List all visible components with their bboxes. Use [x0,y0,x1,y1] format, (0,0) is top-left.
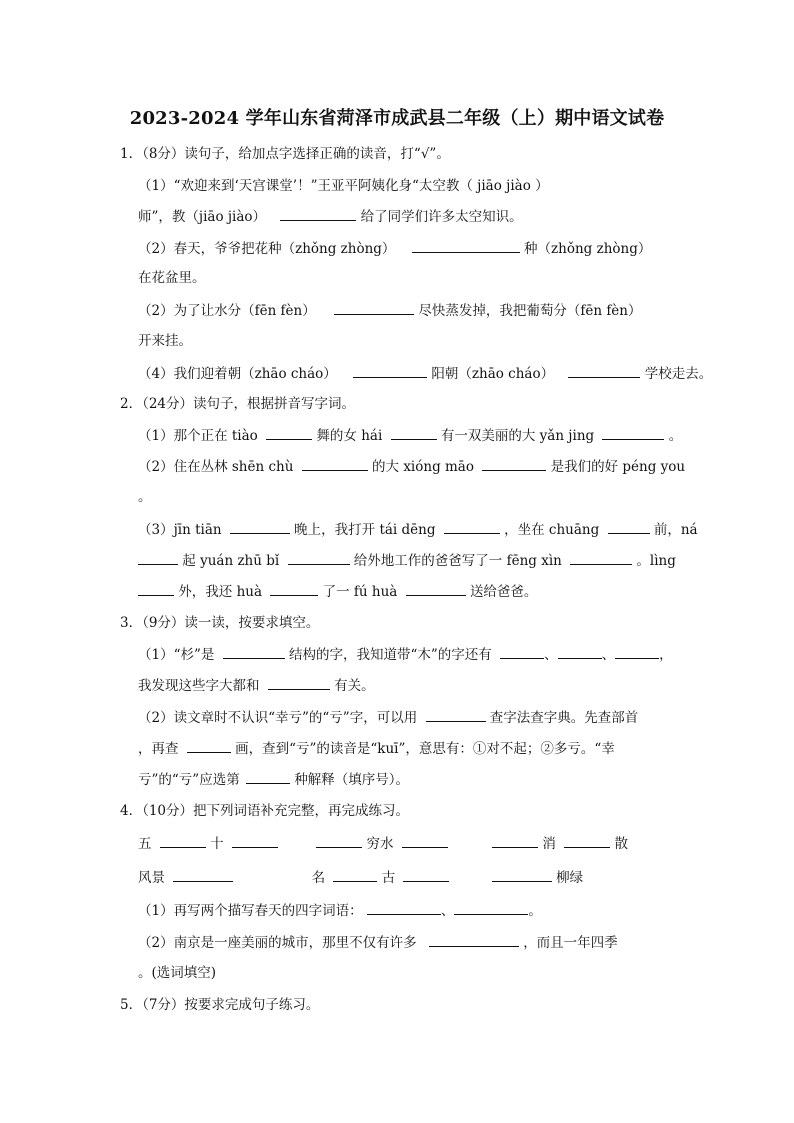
q2-line-5 [138,550,678,571]
q2-line-1-text-a: （1）那个正在 tiào [138,428,258,444]
q3-line-5-text-a: 亏”的“亏”应选第 [138,772,240,788]
answer-blank[interactable] [403,867,449,882]
q1-line-5-text-a: （2）为了让水分（fēn fèn） [138,303,316,319]
q2-line-1 [138,425,683,446]
answer-blank[interactable] [302,456,368,471]
q2-line-2-text-c: 是我们的好 péng you [550,459,686,475]
answer-blank[interactable] [223,644,285,659]
answer-blank[interactable] [568,363,640,378]
q3-line-2-text-b: 有关。 [334,678,375,694]
question-5-heading: 5．（7分）按要求完成句子练习。 [120,997,320,1013]
answer-blank[interactable] [391,425,437,440]
answer-blank[interactable] [602,425,664,440]
q2-line-6 [138,581,678,602]
q2-line-1-text-c: 有一双美丽的大 yǎn jing [440,428,595,444]
q3-line-1-text-b: 结构的字，我知道带“木”的字还有 [289,647,492,663]
answer-blank[interactable] [288,550,350,565]
q2-line-1-text-d: 。 [668,428,683,444]
answer-blank[interactable] [160,833,206,848]
answer-blank[interactable] [429,932,519,947]
q3-line-3-text-a: （2）读文章时不认识“幸亏”的“亏”字，可以用 [138,710,418,726]
word-6-chars: 柳绿 [556,870,584,886]
comma: ， [659,647,673,663]
answer-blank[interactable] [246,769,290,784]
q2-line-4 [138,519,698,540]
q1-line-3-text-a: （2）春天，爷爷把花种（zhǒng zhòng） [138,241,396,257]
q2-line-6-text-b: 了一 fú huà [322,584,398,600]
q4-words-row-1 [138,833,678,854]
q1-line-2-text-b: 给了同学们许多太空知识。 [360,209,523,225]
answer-blank[interactable] [270,581,318,596]
answer-blank[interactable] [492,867,552,882]
q2-line-5-text-b: 给外地工作的爸爸写了一 fēng xìn [353,553,562,569]
q2-line-2-text-b: 的大 xióng māo [372,459,474,475]
q2-line-4-text-b: 晚上，我打开 tái dēng [294,522,436,538]
answer-blank[interactable] [608,519,650,534]
q1-line-7 [138,363,713,384]
answer-blank[interactable] [564,833,610,848]
q1-line-7-text-c: 学校走去。 [644,366,713,382]
answer-blank[interactable] [402,833,448,848]
q4-line-5: 。(选词填空) [138,965,217,981]
q1-line-4: 在花盆里。 [138,270,206,286]
q1-line-5-text-b: 尽快蒸发掉，我把葡萄分（fēn fèn） [418,303,642,319]
q1-line-7-text-b: 阳朝（zhāo cháo） [431,366,555,382]
q2-line-5-text-c: 。lìng [636,553,676,569]
q2-line-4-text-d: 前，ná [653,522,698,538]
answer-blank[interactable] [615,644,659,659]
q1-line-6: 开来挂。 [138,333,192,349]
q3-line-3-text-b: 查字法查字典。先查部首 [489,710,639,726]
word-5-char-b: 古 [381,870,396,886]
question-1-heading: 1．（8分）读句子，给加点字选择正确的读音，打“√”。 [120,146,450,162]
q1-line-7-text-a: （4）我们迎着朝（zhāo cháo） [138,366,337,382]
answer-blank[interactable] [316,833,362,848]
word-1-char-a: 五 [138,836,152,852]
q3-line-1-text-a: （1）“杉”是 [138,647,215,663]
answer-blank[interactable] [232,833,278,848]
answer-blank[interactable] [230,519,290,534]
answer-blank[interactable] [353,363,427,378]
q4-line-3 [138,900,678,921]
answer-blank[interactable] [333,867,377,882]
page-title: 2023-2024 学年山东省菏泽市成武县二年级（上）期中语文试卷 [129,108,665,129]
q3-line-2 [138,675,678,696]
period: 。 [528,903,542,919]
answer-blank[interactable] [268,675,330,690]
q1-line-1: （1）“欢迎来到‘天宫课堂’！”王亚平阿姨化身“太空教（ jiāo jiào ） [138,178,549,194]
answer-blank[interactable] [558,644,602,659]
q3-line-3 [138,707,678,728]
answer-blank[interactable] [187,738,231,753]
q3-line-5-text-b: 种解释（填序号）。 [294,772,410,788]
answer-blank[interactable] [266,425,312,440]
answer-blank[interactable] [367,900,441,915]
separator: 、 [440,903,455,919]
answer-blank[interactable] [570,550,632,565]
answer-blank[interactable] [492,833,538,848]
q2-line-5-text-a: 起 yuán zhū bǐ [182,553,280,569]
q2-line-6-text-c: 送给爸爸。 [469,584,538,600]
answer-blank[interactable] [280,206,356,221]
separator: 、 [601,647,616,663]
answer-blank[interactable] [444,519,500,534]
q3-line-4-text-b: 画，查到“亏”的读音是“kuī”，意思有：①对不起；②多亏。“幸 [235,741,615,757]
question-4-heading: 4．（10分）把下列词语补充完整，再完成练习。 [120,803,410,819]
answer-blank[interactable] [426,707,486,722]
q3-line-4-text-a: ，再查 [138,741,179,757]
q2-line-3: 。 [138,489,152,505]
q3-line-1 [138,644,678,665]
word-4-chars: 风景 [138,870,165,886]
q3-line-5 [138,769,678,790]
q2-line-2 [138,456,686,477]
answer-blank[interactable] [406,581,466,596]
q4-line-4-text-b: ，而且一年四季 [523,935,618,951]
answer-blank[interactable] [454,900,528,915]
answer-blank[interactable] [500,644,544,659]
q1-line-3-text-b: 种（zhǒng zhòng） [524,241,652,257]
answer-blank[interactable] [482,456,546,471]
question-2-heading: 2．（24分）读句子，根据拼音写字词。 [120,396,356,412]
q3-line-4 [138,738,678,759]
q2-line-1-text-b: 舞的女 hái [316,428,383,444]
q2-line-2-text-a: （2）住在丛林 shēn chù [138,459,294,475]
q2-line-6-text-a: 外，我还 huà [178,584,263,600]
q4-line-3-text-a: （1）再写两个描写春天的四字词语： [138,903,363,919]
q1-line-2 [138,206,678,227]
q2-line-4-text-a: （3）jīn tiān [138,522,222,538]
q1-line-3 [138,238,678,259]
word-2-chars: 穷水 [366,836,394,852]
q2-line-4-text-c: ，坐在 chuāng [504,522,600,538]
q1-line-2-text-a: 师”，教（jiāo jiào） [138,209,267,225]
answer-blank[interactable] [412,238,520,253]
q4-line-4 [138,932,678,953]
answer-blank[interactable] [138,550,178,565]
word-3-char-b: 散 [614,836,628,852]
answer-blank[interactable] [173,867,233,882]
word-3-char-a: 消 [542,836,556,852]
answer-blank[interactable] [334,300,414,315]
q4-line-4-text-a: （2）南京是一座美丽的城市，那里不仅有许多 [138,935,417,951]
word-5-char-a: 名 [311,870,326,886]
word-1-char-b: 十 [210,836,224,852]
separator: 、 [544,647,558,663]
q3-line-2-text-a: 我发现这些字大都和 [138,678,260,694]
q4-words-row-2 [138,867,678,888]
q1-line-5 [138,300,678,321]
question-3-heading: 3．（9分）读一读，按要求填空。 [120,615,320,631]
answer-blank[interactable] [138,581,174,596]
